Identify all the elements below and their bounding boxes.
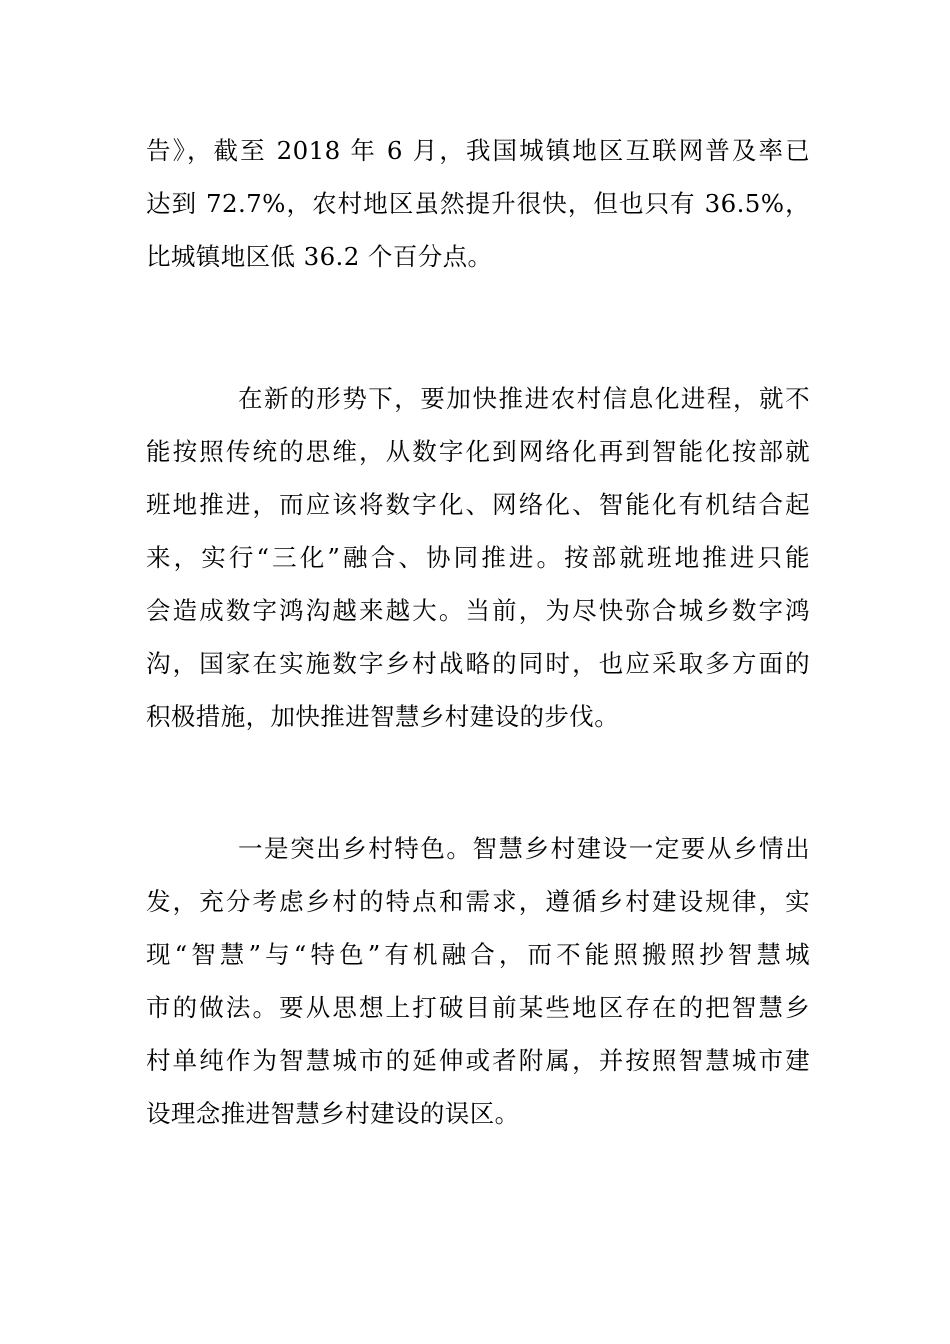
text-line: 现“智慧”与“特色”有机融合，而不能照搬照抄智慧城 xyxy=(146,940,810,969)
text-line: 沟，国家在实施数字乡村战略的同时，也应采取多方面的 xyxy=(146,649,810,678)
text-line: 能按照传统的思维，从数字化到网络化再到智能化按部就 xyxy=(146,437,810,466)
paragraph-internet-penetration xyxy=(146,124,810,283)
text-line: 一是突出乡村特色。智慧乡村建设一定要从乡情出 xyxy=(238,834,810,863)
text-line: 村单纯作为智慧城市的延伸或者附属，并按照智慧城市建 xyxy=(146,1046,810,1075)
text-line: 来，实行“三化”融合、协同推进。按部就班地推进只能 xyxy=(146,543,810,572)
text-line: 发，充分考虑乡村的特点和需求，遵循乡村建设规律，实 xyxy=(146,887,810,916)
text-line: 达到 72.7%，农村地区虽然提升很快，但也只有 36.5%， xyxy=(146,189,810,218)
text-line: 告》，截至 2018 年 6 月，我国城镇地区互联网普及率已 xyxy=(146,136,810,165)
text-line: 设理念推进智慧乡村建设的误区。 xyxy=(146,1099,520,1128)
text-line: 市的做法。要从思想上打破目前某些地区存在的把智慧乡 xyxy=(146,993,810,1022)
paragraph-rural-characteristics xyxy=(146,822,810,1140)
text-line: 比城镇地区低 36.2 个百分点。 xyxy=(146,242,493,271)
text-line: 积极措施，加快推进智慧乡村建设的步伐。 xyxy=(146,702,620,731)
text-line: 在新的形势下，要加快推进农村信息化进程，就不 xyxy=(238,384,810,413)
paragraph-new-situation xyxy=(146,372,810,743)
text-line: 会造成数字鸿沟越来越大。当前，为尽快弥合城乡数字鸿 xyxy=(146,596,810,625)
text-line: 班地推进，而应该将数字化、网络化、智能化有机结合起 xyxy=(146,490,810,519)
